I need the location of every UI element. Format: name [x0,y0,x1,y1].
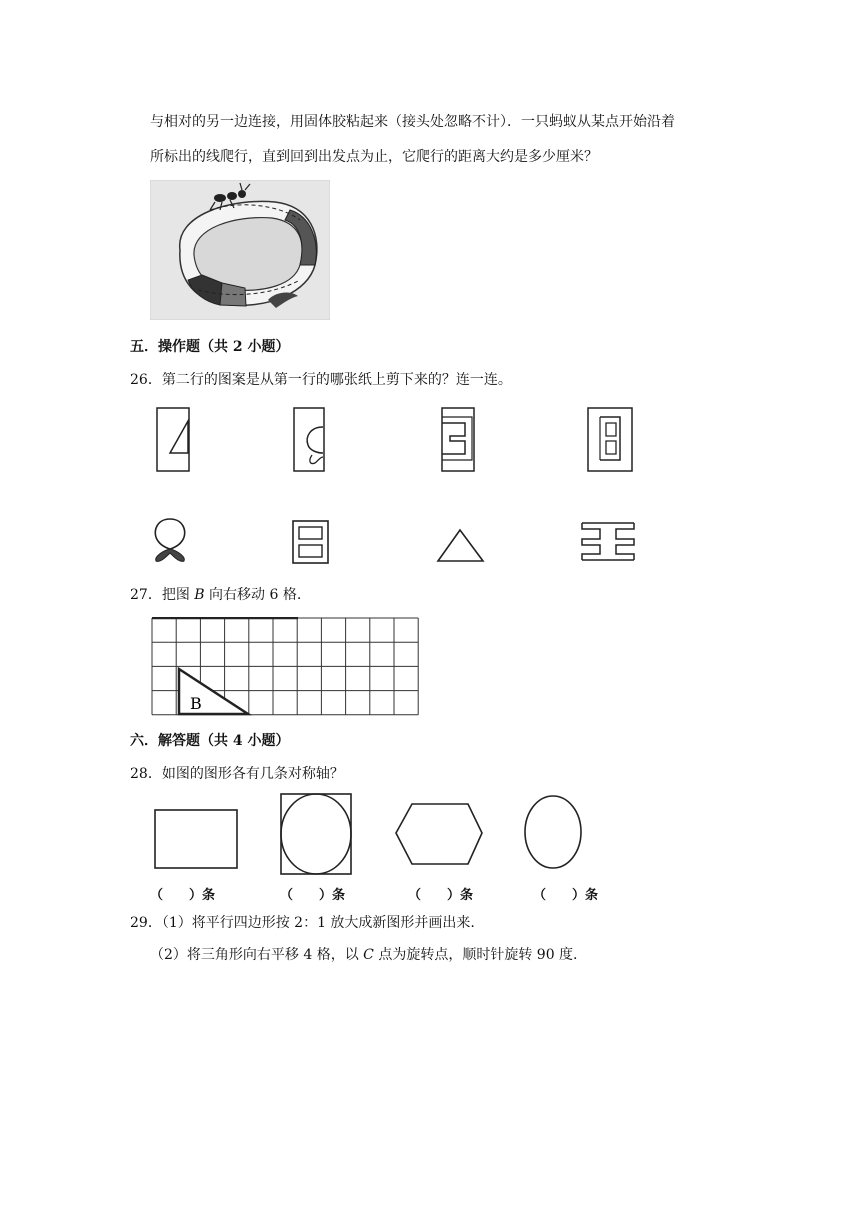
q28-blank-3: （ ）条 [408,888,474,903]
circle-in-square-shape [281,794,351,874]
q28-blank-2: （ ）条 [280,888,346,903]
mobius-strip-figure [150,180,330,320]
section-5-title: 五．操作题（共 2 小题） [130,339,290,355]
q25-line2: 所标出的线爬行，直到回到出发点为止，它爬行的距离大约是多少厘米？ [150,149,598,165]
q26-text: 26．第二行的图案是从第一行的哪张纸上剪下来的？连一连。 [130,372,512,388]
q26-paper-row [150,405,640,495]
paper-double-box-cut [588,408,632,471]
q29-line2: （2）将三角形向右平移 4 格，以 C 点为旋转点，顺时针旋转 90 度. [150,947,578,963]
q29-line1: 29．（1）将平行四边形按 2：1 放大成新图形并画出来. [130,915,475,931]
q27-text: 27．把图 B 向右移动 6 格. [130,587,302,603]
q28-blank-4: （ ）条 [533,888,599,903]
peach-pattern [155,519,184,561]
q27-grid-figure [150,617,422,719]
triangle-pattern [438,530,483,561]
q25-line1: 与相对的另一边连接，用固体胶粘起来（接头处忽略不计）．一只蚂蚁从某点开始沿着 [150,114,675,130]
q26-pattern-row [150,515,640,570]
hexagon-shape [396,804,482,864]
circle-shape [525,796,581,868]
q28-text: 28．如图的图形各有几条对称轴？ [130,766,344,782]
rectangle-shape [155,810,237,868]
section-6-title: 六．解答题（共 4 小题） [130,733,290,749]
wang-pattern [582,523,634,560]
paper-triangle-cut [157,408,189,471]
triangle-b-label: B [190,694,202,713]
q28-blank-1: （ ）条 [150,888,216,903]
paper-peach-cut [294,408,324,471]
paper-e-shape-cut [442,408,474,471]
triangle-b [179,669,248,714]
double-box-pattern [293,521,328,563]
